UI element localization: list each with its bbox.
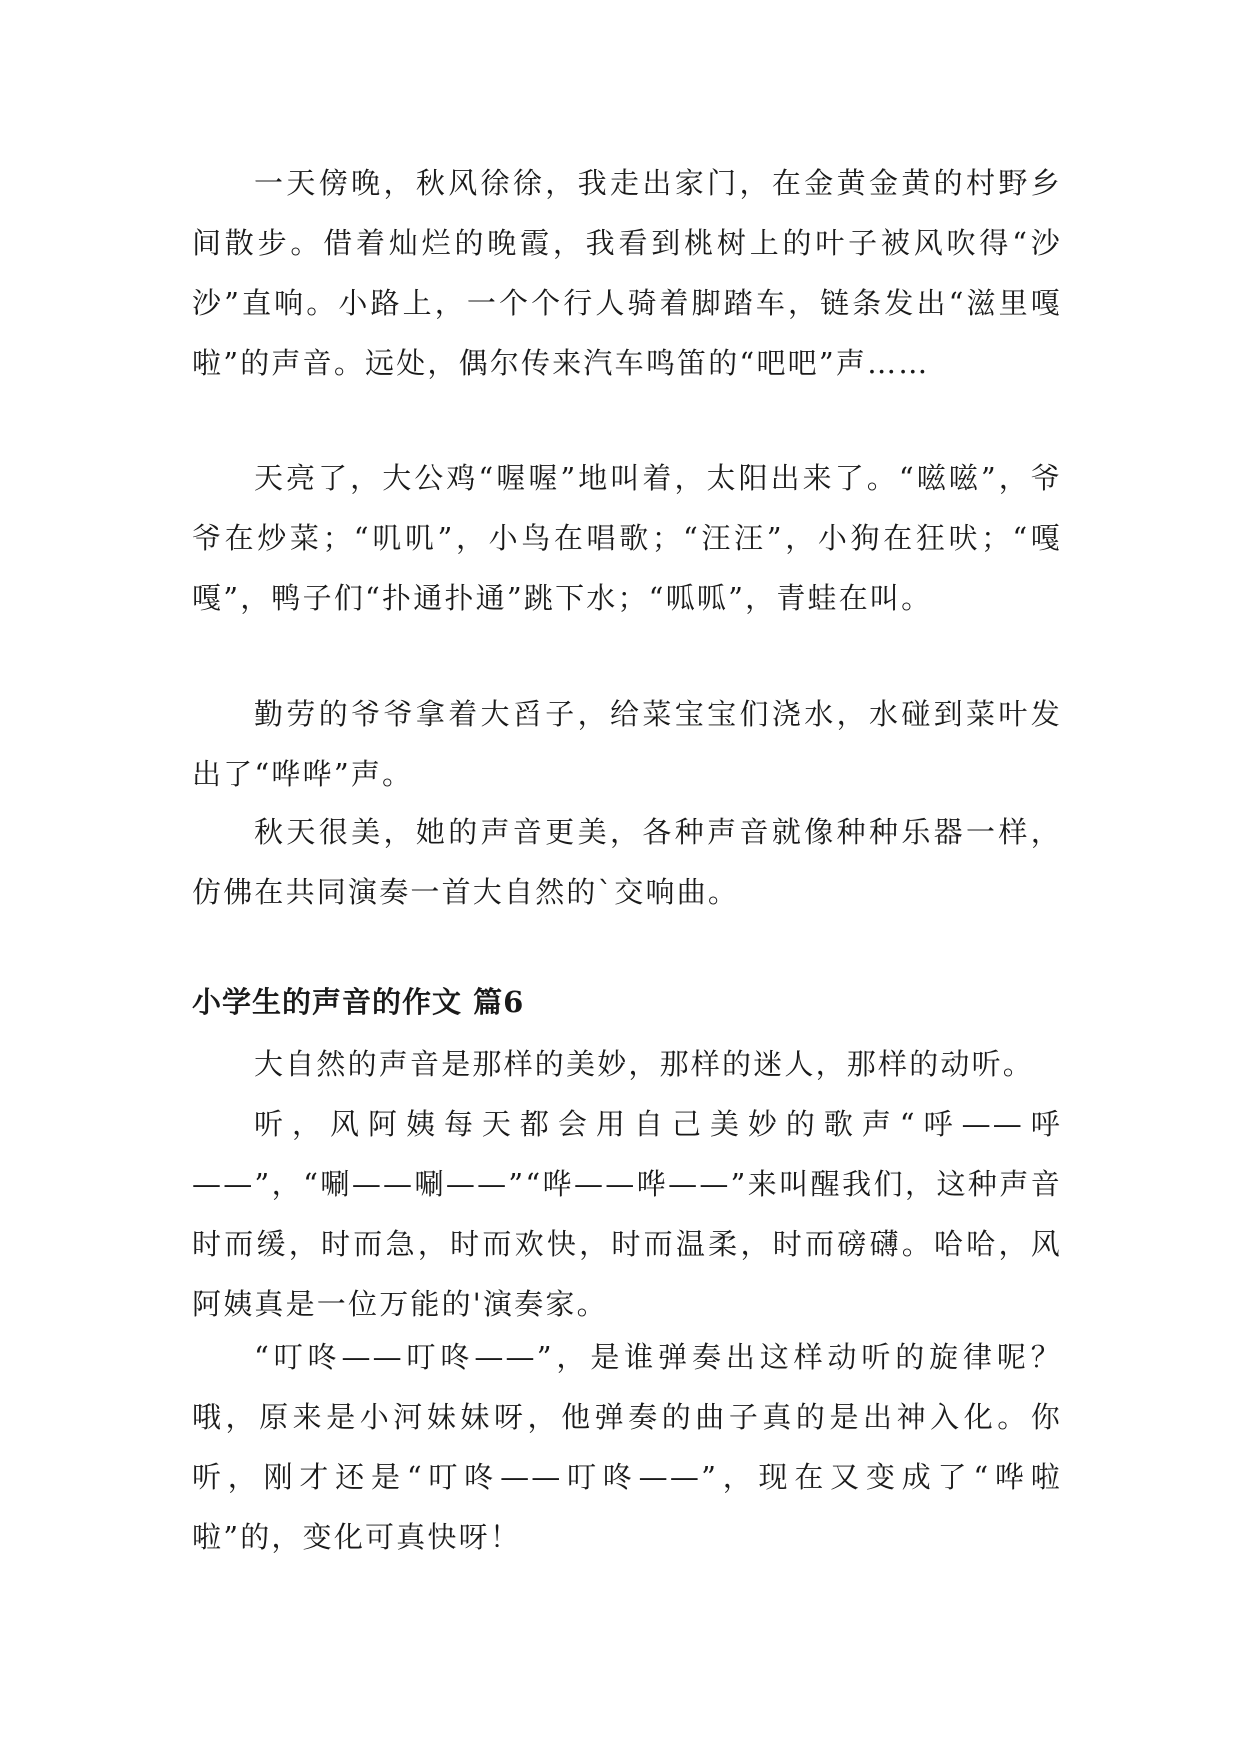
paragraph-wind-sounds: 听，风阿姨每天都会用自己美妙的歌声“呼——呼——”，“唰——唰——”“哗——哗——”来叫醒我们，这种声音时而缓，时而急，时而欢快，时而温柔，时而磅礴。哈哈，风阿姨真是一位万能的'演奏家。 xyxy=(192,1107,1062,1321)
paragraph-nature-intro: 大自然的声音是那样的美妙，那样的迷人，那样的动听。 xyxy=(254,1047,1035,1081)
paragraph-river-sounds: “叮咚——叮咚——”，是谁弹奏出这样动听的旋律呢？哦，原来是小河妹妹呀，他弹奏的曲子真的是出神入化。你听，刚才还是“叮咚——叮咚——”，现在又变成了“哗啦啦”的，变化可真快呀！ xyxy=(192,1340,1062,1554)
paragraph-autumn-symphony: 秋天很美，她的声音更美，各种声音就像种种乐器一样，仿佛在共同演奏一首大自然的`交响曲。 xyxy=(192,815,1062,909)
paragraph-morning-sounds: 天亮了，大公鸡“喔喔”地叫着，太阳出来了。“嗞嗞”，爷爷在炒菜；“叽叽”，小鸟在唱歌；“汪汪”，小狗在狂吠；“嘎嘎”，鸭子们“扑通扑通”跳下水；“呱呱”，青蛙在叫。 xyxy=(192,461,1062,615)
section-heading: 小学生的声音的作文 篇6 xyxy=(192,985,525,1019)
paragraph-grandpa-watering: 勤劳的爷爷拿着大舀子，给菜宝宝们浇水，水碰到菜叶发出了“哗哗”声。 xyxy=(192,697,1062,791)
paragraph-evening-walk: 一天傍晚，秋风徐徐，我走出家门，在金黄金黄的村野乡间散步。借着灿烂的晚霞，我看到桃树上的叶子被风吹得“沙沙”直响。小路上，一个个行人骑着脚踏车，链条发出“滋里嘎啦”的声音。远处，偶尔传来汽车鸣笛的“吧吧”声…… xyxy=(192,166,1062,380)
